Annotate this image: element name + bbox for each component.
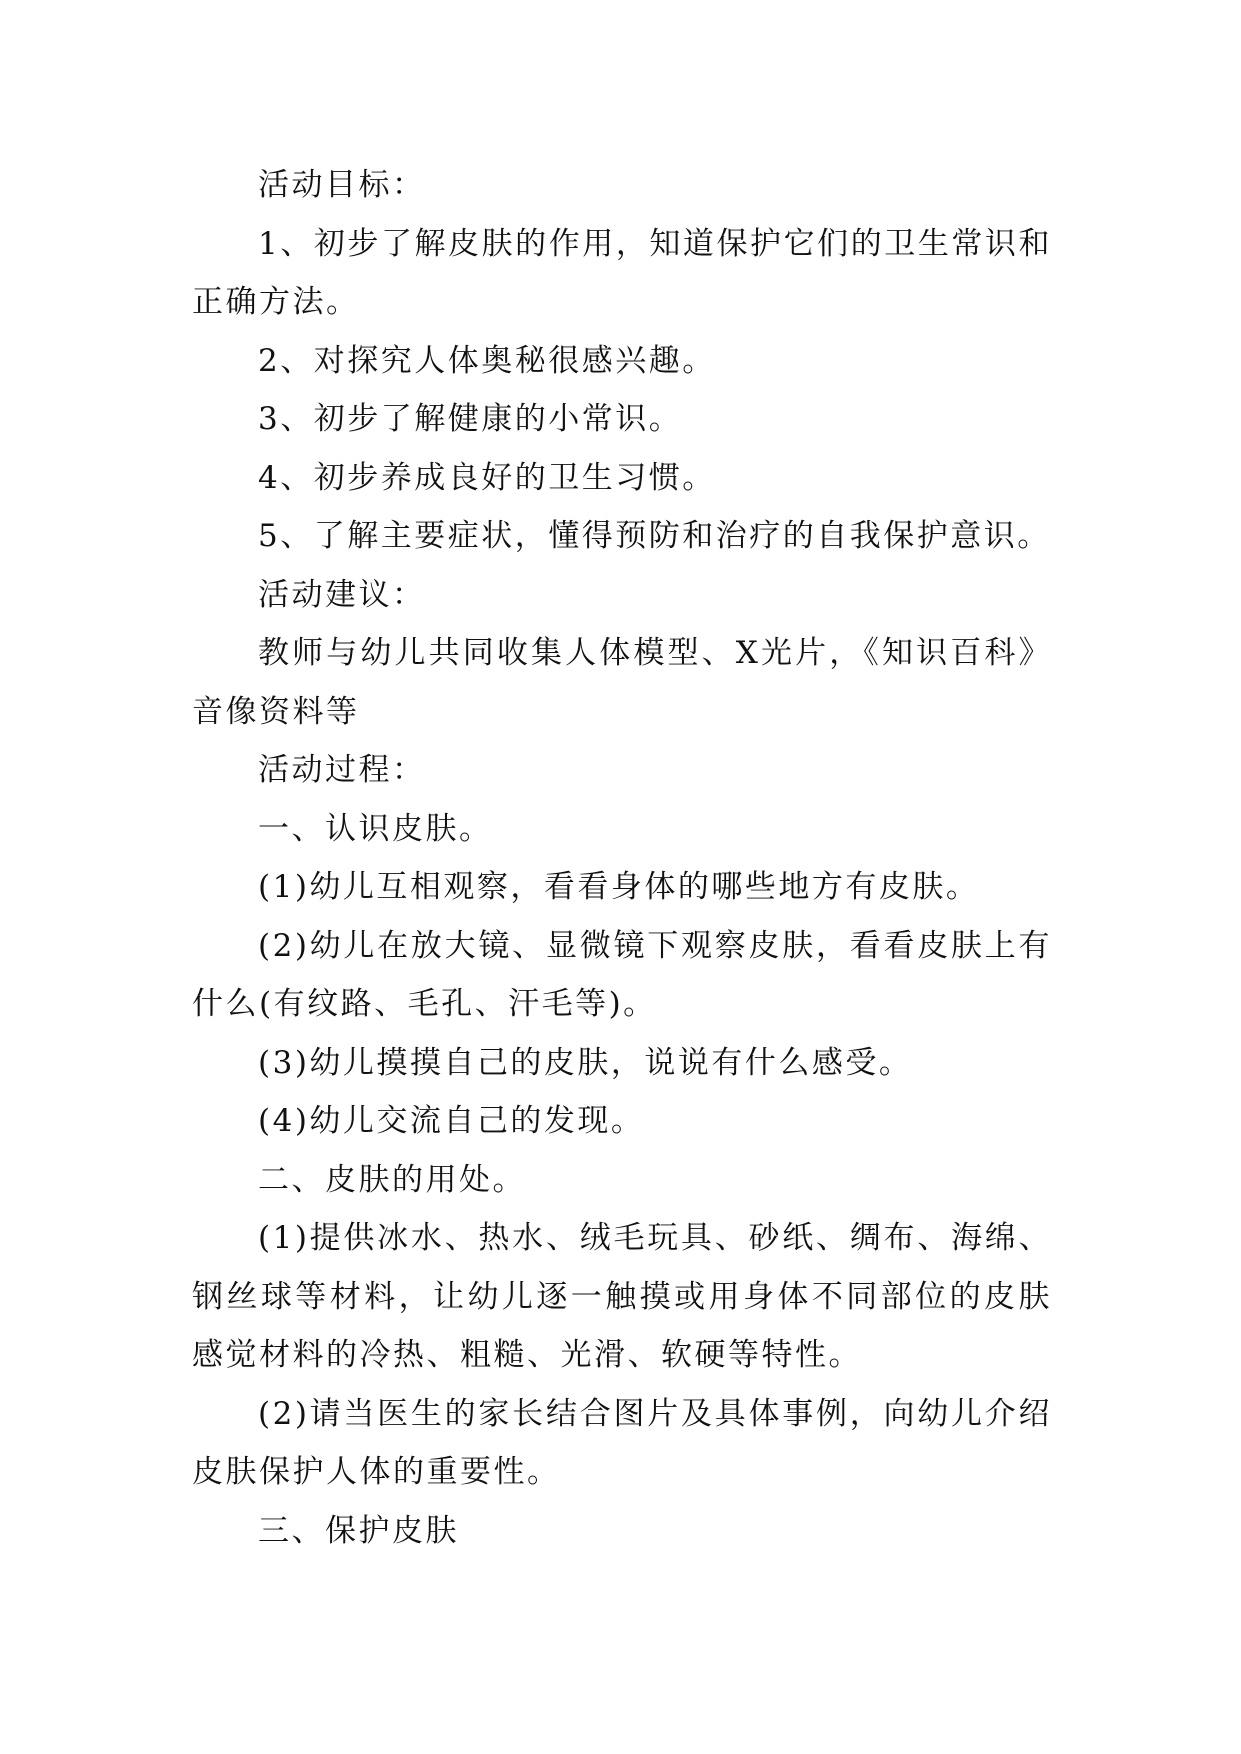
section-heading-2: 二、皮肤的用处。 <box>258 1161 526 1198</box>
heading-activity-goals: 活动目标： <box>258 167 426 203</box>
goal-item-5: 5、了解主要症状，懂得预防和治疗的自我保护意识。 <box>258 518 1051 554</box>
heading-activity-process: 活动过程： <box>258 752 426 788</box>
goal-item-1: 1、初步了解皮肤的作用，知道保护它们的卫生常识和正确方法。 <box>192 225 1052 320</box>
suggestion-text: 教师与幼儿共同收集人体模型、X光片，《知识百科》音像资料等 <box>192 635 1052 730</box>
process-step-1-4: (4)幼儿交流自己的发现。 <box>258 1103 645 1139</box>
process-step-1-2: (2)幼儿在放大镜、显微镜下观察皮肤，看看皮肤上有什么(有纹路、毛孔、汗毛等)。 <box>192 927 1052 1022</box>
process-step-1-3: (3)幼儿摸摸自己的皮肤，说说有什么感受。 <box>258 1044 913 1081</box>
goal-item-4: 4、初步养成良好的卫生习惯。 <box>258 459 716 496</box>
document-body <box>192 156 1052 1560</box>
heading-activity-suggestions: 活动建议： <box>258 576 426 613</box>
process-step-1-1: (1)幼儿互相观察，看看身体的哪些地方有皮肤。 <box>258 869 980 905</box>
process-step-2-1: (1)提供冰水、热水、绒毛玩具、砂纸、绸布、海绵、钢丝球等材料，让幼儿逐一触摸或用身体不同部位的皮肤感觉材料的冷热、粗糙、光滑、软硬等特性。 <box>192 1220 1052 1373</box>
goal-item-3: 3、初步了解健康的小常识。 <box>258 401 683 437</box>
section-heading-1: 一、认识皮肤。 <box>258 810 493 847</box>
goal-item-2: 2、对探究人体奥秘很感兴趣。 <box>258 342 716 379</box>
process-step-2-2: (2)请当医生的家长结合图片及具体事例，向幼儿介绍皮肤保护人体的重要性。 <box>192 1395 1052 1490</box>
section-heading-3: 三、保护皮肤 <box>258 1512 459 1549</box>
